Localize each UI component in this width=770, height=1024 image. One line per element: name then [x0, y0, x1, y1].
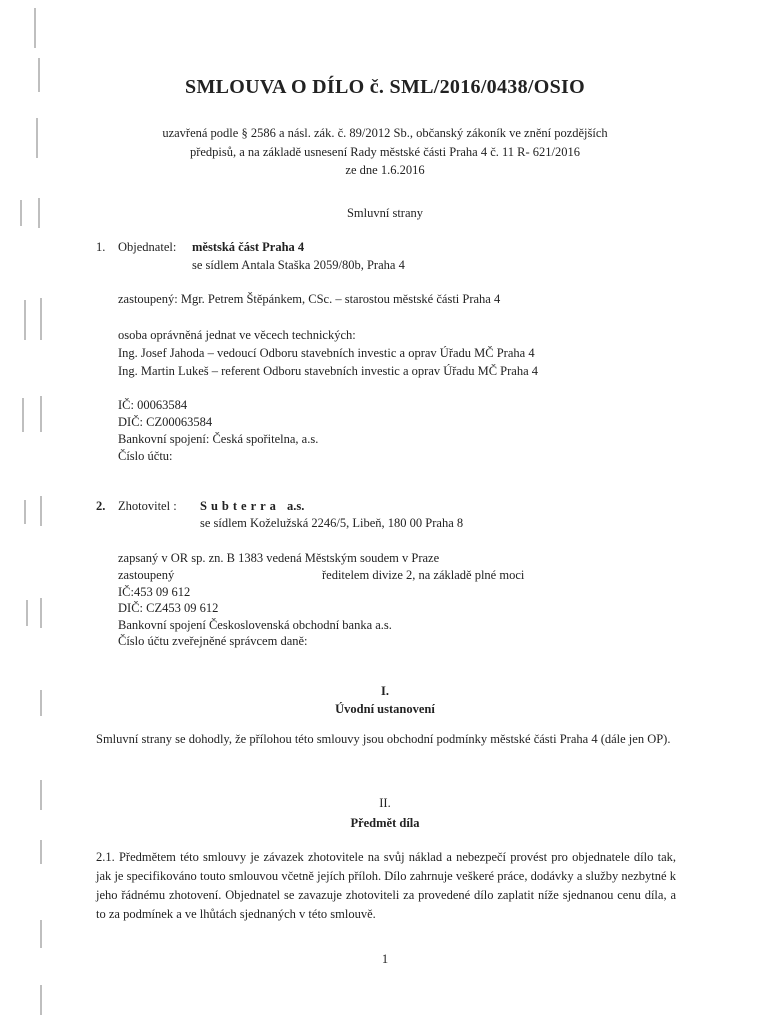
- party1-role: Objednatel:: [118, 240, 177, 254]
- party2-name: Subterra: [200, 499, 280, 513]
- party1-represented: zastoupený: Mgr. Petrem Štěpánkem, CSc. – starostou městské části Praha 4: [118, 292, 501, 306]
- party2-account: Číslo účtu zveřejněné správcem daně:: [118, 634, 308, 648]
- party1-account: Číslo účtu:: [118, 449, 173, 463]
- party2-number: 2.: [96, 499, 106, 513]
- party1-tech-person-1: Ing. Josef Jahoda – vedoucí Odboru stavebních investic a oprav Úřadu MČ Praha 4: [118, 346, 535, 360]
- party2-dic: DIČ: CZ453 09 612: [118, 601, 219, 615]
- party2-register: zapsaný v OR sp. zn. B 1383 vedená Městským soudem v Praze: [118, 551, 440, 565]
- party2-ic: IČ:453 09 612: [118, 585, 191, 599]
- party1-dic: DIČ: CZ00063584: [118, 415, 213, 429]
- party1-name: městská část Praha 4: [192, 240, 305, 254]
- section2-numeral: II.: [379, 796, 391, 810]
- preamble-line-1: uzavřená podle § 2586 a násl. zák. č. 89/2012 Sb., občanský zákoník ve znění pozdějších: [162, 126, 608, 140]
- party2-role: Zhotovitel :: [118, 499, 177, 513]
- parties-heading: Smluvní strany: [346, 206, 424, 220]
- party2-represented-text: ředitelem divize 2, na základě plné moci: [322, 568, 525, 582]
- preamble-line-2: předpisů, a na základě usnesení Rady městské části Praha 4 č. 11 R- 621/2016: [189, 145, 581, 159]
- party1-number: 1.: [96, 240, 106, 254]
- party1-tech-person-2: Ing. Martin Lukeš – referent Odboru stavebních investic a oprav Úřadu MČ Praha 4: [118, 364, 539, 378]
- party1-bank: Bankovní spojení: Česká spořitelna, a.s.: [118, 432, 319, 446]
- section1-numeral: I.: [381, 684, 389, 698]
- party2-represented-label: zastoupený: [118, 568, 175, 582]
- party1-seat: se sídlem Antala Staška 2059/80b, Praha 4: [192, 258, 405, 272]
- preamble-line-3: ze dne 1.6.2016: [345, 163, 425, 177]
- page-number: 1: [381, 952, 389, 966]
- section1-heading: Úvodní ustanovení: [335, 702, 435, 716]
- party1-ic: IČ: 00063584: [118, 398, 188, 412]
- party2-name-row: [200, 499, 304, 514]
- party2-name-suffix: a.s.: [287, 499, 305, 513]
- section2-text: 2.1. Předmětem této smlouvy je závazek zhotovitele na svůj náklad a nebezpečí provést pro objednatele dílo tak, jak je specifikováno touto smlouvou včetně jejích příloh. Dílo zahrnuje veškeré práce, dodávky a služby nezbytné k jeho řádnému zhotovení. Objednatel se zavazuje zhotoviteli za provedené dílo zaplatit níže sjednanou cenu díla, a to za podmínek a ve lhůtách sjednaných v této smlouvě.: [96, 850, 676, 921]
- section1-text: Smluvní strany se dohodly, že přílohou této smlouvy jsou obchodní podmínky městské části Praha 4 (dále jen OP).: [96, 732, 671, 746]
- section2-heading: Předmět díla: [350, 816, 420, 830]
- party2-seat: se sídlem Koželužská 2246/5, Libeň, 180 00 Praha 8: [200, 516, 464, 530]
- party2-bank: Bankovní spojení Československá obchodní banka a.s.: [118, 618, 392, 632]
- party1-tech-heading: osoba oprávněná jednat ve věcech technických:: [118, 328, 356, 342]
- document-title: SMLOUVA O DÍLO č. SML/2016/0438/OSIO: [185, 76, 585, 98]
